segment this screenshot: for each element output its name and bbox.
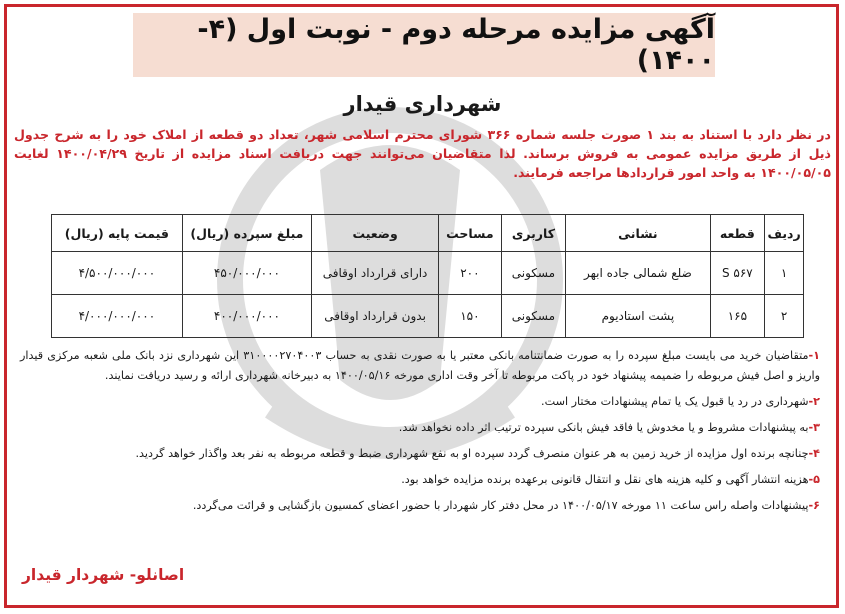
condition-number: ۵- xyxy=(808,473,820,486)
cell-status: بدون قرارداد اوقافی xyxy=(312,295,439,338)
cell-usage: مسکونی xyxy=(501,252,565,295)
condition-text: شهرداری در رد یا قبول یک یا تمام پیشنهادات مختار است. xyxy=(541,395,809,408)
title-banner xyxy=(133,13,715,77)
cell-parcel: S ۵۶۷ xyxy=(710,252,765,295)
condition-number: ۶- xyxy=(808,499,820,512)
condition-text: پیشنهادات واصله راس ساعت ۱۱ مورخه ۱۴۰۰/۰۵/۱۷ در محل دفتر کار شهردار با حضور اعضای کمسیون بازگشایی و قرائت می‌گردد. xyxy=(192,499,809,512)
condition-number: ۲- xyxy=(808,395,820,408)
conditions-list xyxy=(20,346,820,522)
cell-base-price: ۴/۰۰۰/۰۰۰/۰۰۰ xyxy=(52,295,183,338)
table-row xyxy=(52,295,804,338)
cell-deposit: ۴۰۰/۰۰۰/۰۰۰ xyxy=(182,295,311,338)
cell-area: ۱۵۰ xyxy=(439,295,502,338)
cell-area: ۲۰۰ xyxy=(439,252,502,295)
condition-item xyxy=(20,444,820,464)
cell-address: ضلع شمالی جاده ابهر xyxy=(566,252,710,295)
condition-item xyxy=(20,470,820,490)
intro-paragraph: در نظر دارد با استناد به بند ۱ صورت جلسه شماره ۳۶۶ شورای محترم اسلامی شهر، تعداد دو قطعه از املاک خود را به شرح جدول ذیل از طریق مزایده عمومی به فروش برساند. لذا متقاضیان می‌توانند جهت دریافت اسناد مزایده از تاریخ ۱۴۰۰/۰۴/۲۹ لغایت ۱۴۰۰/۰۵/۰۵ به واحد امور قراردادها مراجعه فرمایند. xyxy=(14,127,832,180)
header-status: وضعیت xyxy=(312,215,439,252)
condition-item xyxy=(20,392,820,412)
condition-text: متقاضیان خرید می بایست مبلغ سپرده را به صورت ضمانتنامه بانکی معتبر یا به صورت نقدی به حساب ۳۱۰۰۰۰۲۷۰۴۰۰۳ این شهرداری نزد بانک ملی شعبه مرکزی قیدار واریز و اصل فیش مربوطه را ضمیمه پیشنهاد خود در پاکت مربوطه تا آخر وقت اداری مورخه ۱۴۰۰/۰۵/۱۶ به دبیرخانه شهرداری ارائه و رسید دریافت نمایند. xyxy=(20,349,820,382)
condition-number: ۱- xyxy=(808,349,820,362)
condition-number: ۳- xyxy=(808,421,820,434)
condition-item xyxy=(20,346,820,386)
header-deposit: مبلغ سپرده (ریال) xyxy=(182,215,311,252)
header-parcel: قطعه xyxy=(710,215,765,252)
cell-base-price: ۴/۵۰۰/۰۰۰/۰۰۰ xyxy=(52,252,183,295)
header-row-number: ردیف xyxy=(765,215,804,252)
cell-deposit: ۴۵۰/۰۰۰/۰۰۰ xyxy=(182,252,311,295)
condition-text: چنانچه برنده اول مزایده از خرید زمین به هر عنوان منصرف گردد سپرده او به نفع شهرداری ضبط و قطعه مربوطه به نفر بعد واگذار خواهد گردید. xyxy=(135,447,809,460)
header-base-price: قیمت پایه (ریال) xyxy=(52,215,183,252)
header-usage: کاربری xyxy=(501,215,565,252)
table-header-row xyxy=(52,215,804,252)
cell-address: پشت استادیوم xyxy=(566,295,710,338)
header-area: مساحت xyxy=(439,215,502,252)
organization-name: شهرداری قیدار xyxy=(343,92,502,116)
ad-title: آگهی مزایده مرحله دوم - نوبت اول (۴- ۱۴۰۰) xyxy=(197,14,715,76)
cell-status: دارای قرارداد اوقافی xyxy=(312,252,439,295)
condition-number: ۴- xyxy=(808,447,820,460)
cell-row-number: ۱ xyxy=(765,252,804,295)
condition-item xyxy=(20,496,820,516)
cell-usage: مسکونی xyxy=(501,295,565,338)
condition-item xyxy=(20,418,820,438)
table-row xyxy=(52,252,804,295)
cell-row-number: ۲ xyxy=(765,295,804,338)
signature: اصانلو- شهردار قیدار xyxy=(22,566,185,584)
condition-text: هزینه انتشار آگهی و کلیه هزینه های نقل و انتقال قانونی برعهده برنده مزایده خواهد بود. xyxy=(401,473,809,486)
cell-parcel: ۱۶۵ xyxy=(710,295,765,338)
condition-text: به پیشنهادات مشروط و یا مخدوش یا فاقد فیش بانکی سپرده ترتیب اثر داده نخواهد شد. xyxy=(398,421,809,434)
header-address: نشانی xyxy=(566,215,710,252)
properties-table xyxy=(51,214,804,338)
